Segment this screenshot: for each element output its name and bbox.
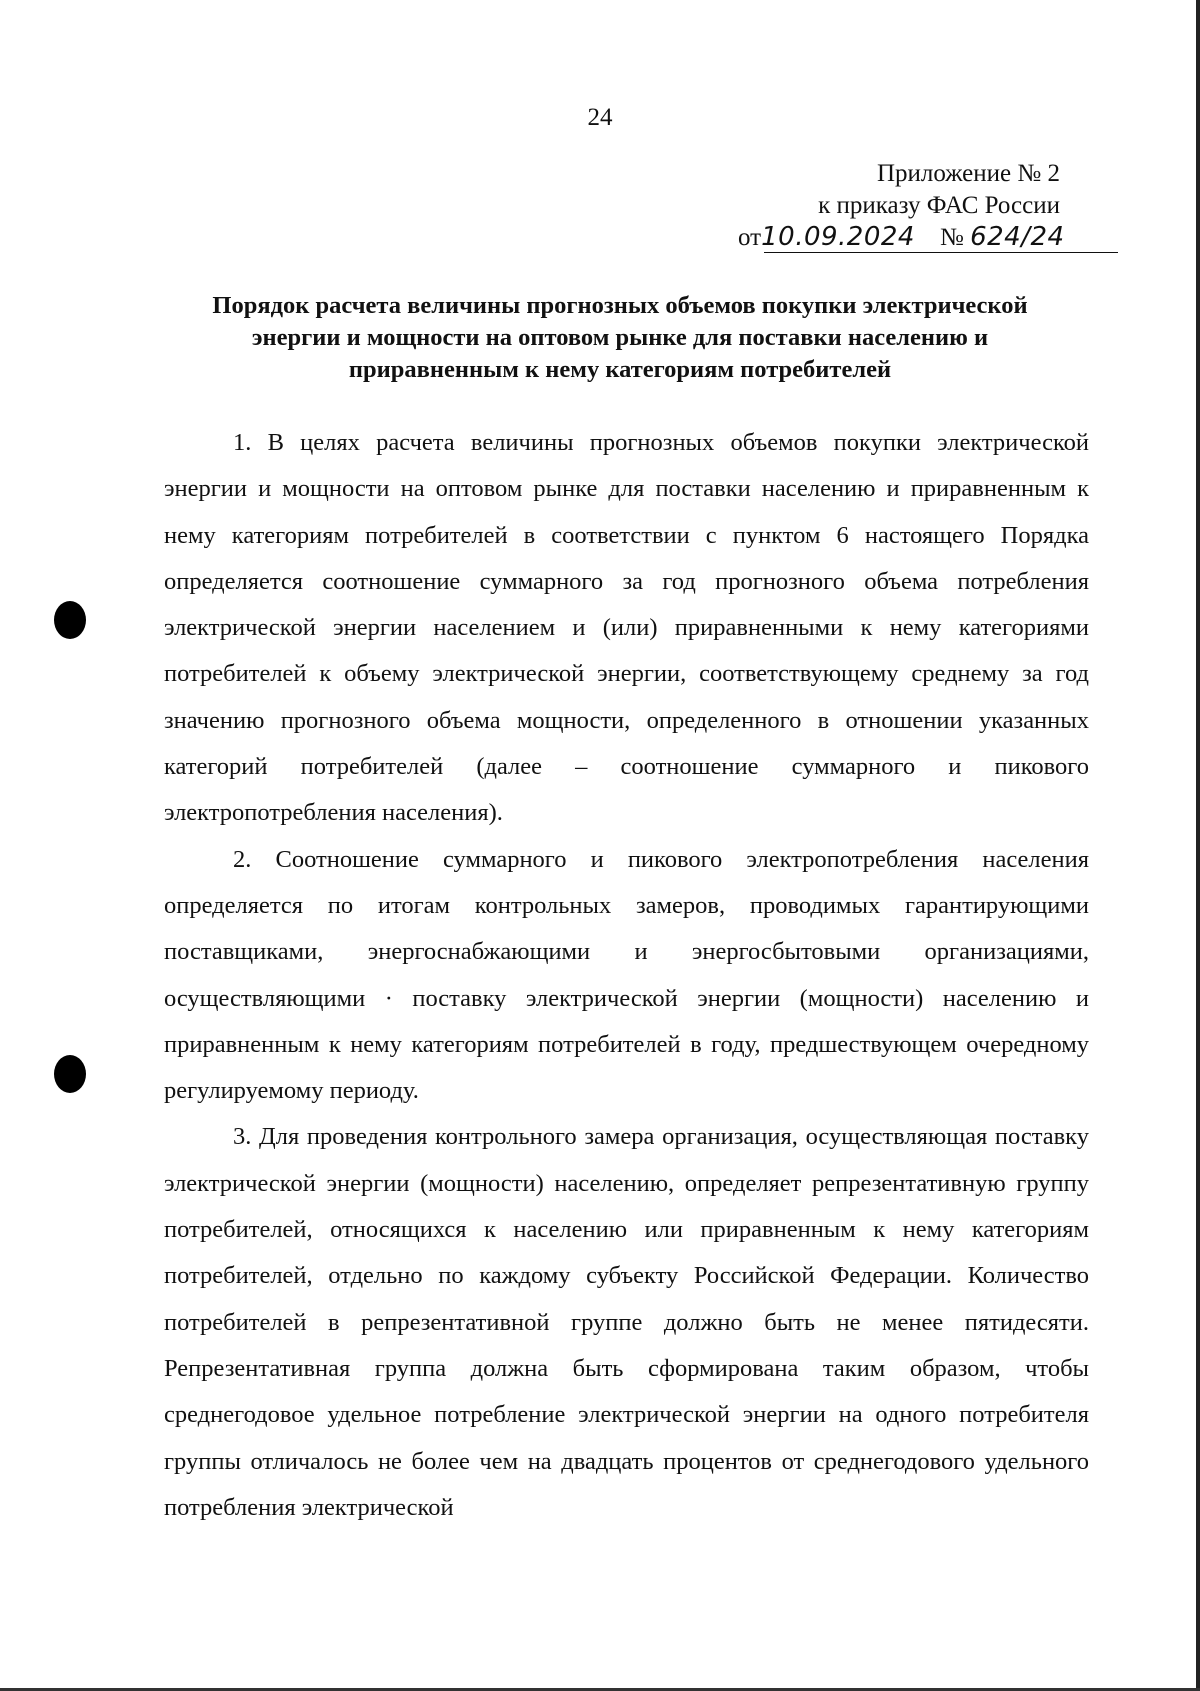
annex-date-number-line xyxy=(738,222,1118,252)
annex-title: Приложение № 2 xyxy=(876,160,1060,187)
binder-hole-mark xyxy=(54,601,86,639)
binder-hole-mark xyxy=(54,1055,86,1093)
page-number: 24 xyxy=(587,104,613,131)
document-body xyxy=(164,420,1089,1531)
annex-header xyxy=(818,158,1060,222)
paragraph-1: 1. В целях расчета величины прогнозных объемов покупки электрической энергии и мощности на оптовом рынке для поставки населению и приравненным к нему категориям потребителей в соответствии с пунктом 6 настоящего Порядка определяется соотношение суммарного за год прогнозного объема потребления электрической энергии населением и (или) приравненными к нему категориями потребителей к объему электрической энергии, соответствующему среднему за год значению прогнозного объема мощности, определенного в отношении указанных категорий потребителей (далее – соотношение суммарного и пикового электропотребления населения). xyxy=(164,429,1089,827)
paragraph-2: 2. Соотношение суммарного и пикового электропотребления населения определяется по итогам контрольных замеров, проводимых гарантирующими поставщиками, энергоснабжающими и энергосбытовыми организациями, осуществляющими · поставку электрической энергии (мощности) населению и приравненным к нему категориям потребителей в году, предшествующем очередному регулируемому периоду. xyxy=(164,845,1089,1105)
scan-edge xyxy=(1196,0,1200,1691)
title-line-2: энергии и мощности на оптовом рынке для поставки населению и xyxy=(251,324,989,351)
annex-number-label: № xyxy=(939,224,964,251)
fill-in-underline xyxy=(764,252,1118,253)
annex-order-reference: к приказу ФАС России xyxy=(818,192,1060,219)
paragraph-3: 3. Для проведения контрольного замера организация, осуществляющая поставку электрической энергии (мощности) населению, определяет репрезентативную группу потребителей, относящихся к населению или приравненным к нему категориям потребителей, отдельно по каждому субъекту Российской Федерации. Количество потребителей в репрезентативной группе должно быть не менее пятидесяти. Репрезентативная группа должна быть сформирована таким образом, чтобы среднегодовое удельное потребление электрической энергии на одного потребителя группы отличалось не более чем на двадцать процентов от среднегодового удельного потребления электрической xyxy=(164,1123,1089,1521)
document-title xyxy=(160,290,1080,386)
title-line-1: Порядок расчета величины прогнозных объемов покупки электрической xyxy=(212,292,1028,319)
annex-ref-prefix: от xyxy=(738,224,762,251)
handwritten-date: 10.09.2024 xyxy=(761,222,915,252)
title-line-3: приравненным к нему категориям потребителей xyxy=(348,356,892,383)
handwritten-number: 624/24 xyxy=(970,222,1065,252)
